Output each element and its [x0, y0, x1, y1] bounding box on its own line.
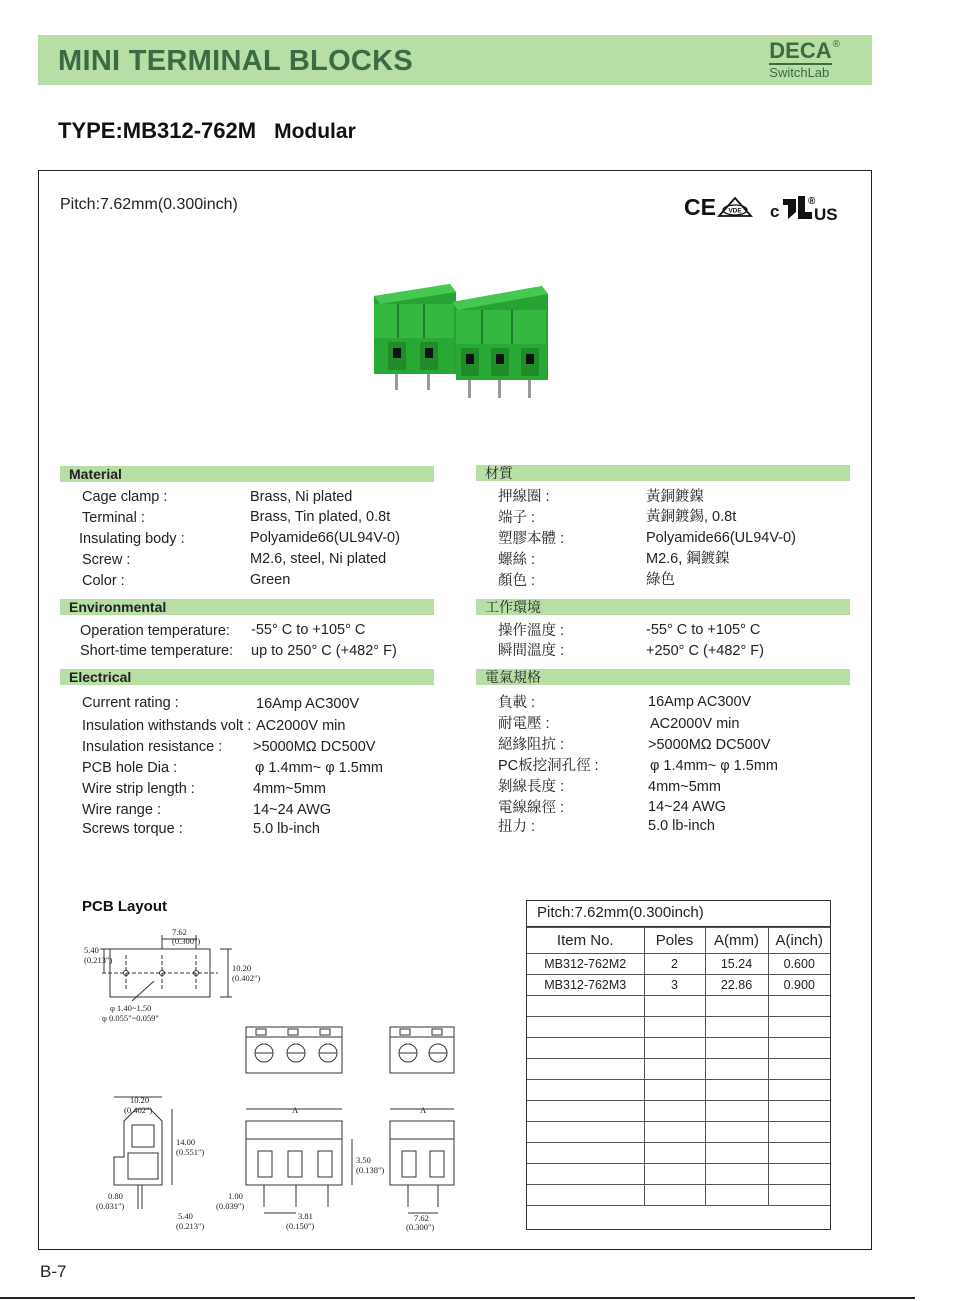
svg-text:VDE: VDE	[728, 207, 742, 215]
cell-poles: 3	[644, 975, 705, 996]
spec-value: up to 250° C (+482° F)	[251, 643, 397, 659]
spec-label-zh: 耐電壓 :	[498, 716, 550, 732]
spec-label: Color :	[82, 573, 125, 589]
ce-mark-icon: CE	[684, 194, 716, 220]
table-row-empty	[527, 1164, 830, 1185]
dim-540b-in: (0.213")	[176, 1221, 205, 1231]
dim-350-in: (0.138")	[356, 1165, 385, 1175]
dim-side-height: 14.00	[176, 1137, 196, 1147]
logo-wordmark: DECA	[769, 38, 832, 63]
section-electrical-zh: 電氣規格	[476, 669, 850, 685]
spec-label-zh: 押線圈 :	[498, 489, 550, 505]
spec-value-zh: 黃銅鍍錫, 0.8t	[646, 509, 737, 525]
cell-item: MB312-762M2	[527, 954, 644, 975]
page-title: MINI TERMINAL BLOCKS	[58, 45, 414, 77]
spec-label: PCB hole Dia :	[82, 760, 178, 776]
dim-a-2pole: A	[420, 1105, 427, 1115]
cell-ainch: 0.900	[768, 975, 830, 996]
spec-label: Terminal :	[82, 510, 145, 526]
cell-poles: 2	[644, 954, 705, 975]
spec-label-zh: 絕緣阻抗 :	[498, 737, 565, 753]
col-header-poles: Poles	[644, 928, 705, 954]
section-electrical: Electrical	[60, 669, 434, 685]
type-code: TYPE:MB312-762M	[58, 118, 257, 143]
spec-label-zh: 瞬間溫度 :	[498, 643, 565, 659]
spec-label: Cage clamp :	[82, 489, 168, 505]
dim-540-in: (0.213")	[84, 955, 113, 965]
col-header-amm: A(mm)	[705, 928, 768, 954]
spec-label-zh: 顏色 :	[498, 573, 536, 589]
spec-label-zh: PC板挖洞孔徑 :	[498, 758, 599, 774]
spec-label-zh: 端子 :	[498, 510, 536, 526]
cell-amm: 15.24	[705, 954, 768, 975]
table-row-empty	[527, 1080, 830, 1101]
spec-value-zh: 16Amp AC300V	[648, 694, 752, 710]
logo-registered: ®	[832, 39, 840, 50]
type-model: Modular	[274, 120, 356, 143]
pcb-layout-title: PCB Layout	[82, 898, 168, 915]
spec-value: M2.6, steel, Ni plated	[250, 551, 387, 567]
spec-label: Wire strip length :	[82, 781, 195, 797]
spec-label: Insulating body :	[79, 531, 185, 547]
spec-value: Green	[250, 572, 291, 588]
table-row	[527, 954, 830, 975]
header-band	[38, 35, 872, 85]
dim-hole: φ 1.40~1.50	[110, 1003, 152, 1013]
dim-side-height-in: (0.551")	[176, 1147, 205, 1157]
svg-text:US: US	[814, 205, 838, 224]
spec-value: 16Amp AC300V	[256, 696, 360, 712]
col-header-item: Item No.	[527, 928, 644, 954]
spec-label-zh: 塑膠本體 :	[498, 531, 565, 547]
spec-value: >5000MΩ DC500V	[253, 739, 376, 755]
spec-value-zh: M2.6, 鋼鍍鎳	[646, 551, 730, 567]
dim-762b-in: (0.300")	[406, 1222, 435, 1232]
logo-subtitle: SwitchLab	[769, 65, 830, 80]
page-number: B-7	[40, 1262, 67, 1281]
spec-value-zh: -55° C to +105° C	[646, 622, 761, 638]
spec-label: Short-time temperature:	[80, 643, 234, 659]
block-2pole	[374, 284, 456, 390]
section-environmental-zh: 工作環境	[476, 599, 850, 615]
col-header-ainch: A(inch)	[768, 928, 830, 954]
spec-label: Operation temperature:	[80, 623, 230, 639]
spec-value: Brass, Ni plated	[250, 489, 353, 505]
dim-1020: 10.20	[232, 963, 252, 973]
terminal-block-photo	[364, 280, 554, 410]
svg-text:c: c	[770, 202, 780, 221]
bottom-rule	[0, 1297, 915, 1299]
pitch-label: Pitch:7.62mm(0.300inch)	[60, 196, 238, 213]
section-material: Material	[60, 466, 434, 482]
dim-pitch: 7.62	[172, 927, 187, 937]
spec-value: 5.0 lb-inch	[253, 821, 320, 837]
dim-100: 1.00	[228, 1191, 243, 1201]
cell-item: MB312-762M3	[527, 975, 644, 996]
table-row-empty	[527, 1017, 830, 1038]
spec-value: 14~24 AWG	[253, 802, 332, 818]
dim-a-3pole: A	[292, 1105, 299, 1115]
dim-1020-in: (0.402")	[232, 973, 261, 983]
spec-value-zh: 綠色	[646, 572, 675, 588]
cell-amm: 22.86	[705, 975, 768, 996]
dim-side-width-in: (0.402")	[124, 1105, 153, 1115]
spec-label-zh: 操作溫度 :	[498, 623, 565, 639]
spec-value-zh: >5000MΩ DC500V	[648, 737, 771, 753]
spec-value-zh: +250° C (+482° F)	[646, 643, 764, 659]
spec-label: Screw :	[82, 552, 131, 568]
spec-value: 4mm~5mm	[253, 781, 326, 797]
spec-value: Brass, Tin plated, 0.8t	[250, 509, 391, 525]
spec-label: Screws torque :	[82, 821, 183, 837]
table-header-row	[527, 928, 830, 954]
svg-text:®: ®	[808, 196, 816, 207]
cell-ainch: 0.600	[768, 954, 830, 975]
spec-label-zh: 螺絲 :	[498, 552, 536, 568]
spec-value: -55° C to +105° C	[251, 622, 366, 638]
spec-label: Current rating :	[82, 695, 179, 711]
dim-100-in: (0.039")	[216, 1201, 245, 1211]
spec-value-zh: 4mm~5mm	[648, 779, 721, 795]
table-row-empty	[527, 1185, 830, 1206]
table-row-empty	[527, 1101, 830, 1122]
dim-381-in: (0.150")	[286, 1221, 315, 1231]
spec-value-zh: 黃銅鍍鎳	[646, 489, 704, 505]
dim-350: 3.50	[356, 1155, 371, 1165]
table-caption: Pitch:7.62mm(0.300inch)	[527, 901, 830, 927]
vde-mark-icon	[719, 198, 751, 216]
dim-381: 3.81	[298, 1211, 313, 1221]
table-row-empty	[527, 1059, 830, 1080]
ul-mark-icon	[770, 196, 838, 224]
spec-value-zh: AC2000V min	[650, 716, 740, 732]
table-row-empty	[527, 996, 830, 1017]
table-row-empty	[527, 1143, 830, 1164]
type-heading	[58, 118, 356, 144]
spec-value-zh: 5.0 lb-inch	[648, 818, 715, 834]
dim-080-in: (0.031")	[96, 1201, 125, 1211]
spec-value: φ 1.4mm~ φ 1.5mm	[255, 760, 383, 776]
table-row-empty	[527, 1122, 830, 1143]
dim-762b: 7.62	[414, 1213, 429, 1223]
certification-marks	[684, 190, 854, 224]
dim-pitch-in: (0.300")	[172, 936, 201, 946]
table-row	[527, 975, 830, 996]
dim-540: 5.40	[84, 945, 99, 955]
spec-value: AC2000V min	[256, 718, 346, 734]
block-3pole	[452, 286, 548, 398]
section-environmental: Environmental	[60, 599, 434, 615]
item-table	[526, 900, 831, 1230]
dim-080: 0.80	[108, 1191, 123, 1201]
table-row-empty	[527, 1038, 830, 1059]
spec-value-zh: 14~24 AWG	[648, 799, 727, 815]
spec-label: Insulation withstands volt :	[82, 718, 252, 734]
spec-value-zh: Polyamide66(UL94V-0)	[646, 530, 796, 546]
dim-side-width: 10.20	[130, 1095, 150, 1105]
spec-value-zh: φ 1.4mm~ φ 1.5mm	[650, 758, 778, 774]
brand-logo	[769, 39, 840, 81]
spec-label-zh: 電線線徑 :	[498, 800, 565, 816]
spec-label: Wire range :	[82, 802, 161, 818]
spec-value: Polyamide66(UL94V-0)	[250, 530, 400, 546]
spec-label-zh: 負載 :	[498, 695, 536, 711]
dim-hole-in: φ 0.055"~0.059"	[102, 1013, 159, 1023]
dim-540b: 5.40	[178, 1211, 193, 1221]
spec-label-zh: 扭力 :	[498, 819, 536, 835]
spec-label: Insulation resistance :	[82, 739, 223, 755]
spec-label-zh: 剝線長度 :	[498, 779, 565, 795]
pcb-layout-drawings	[80, 925, 480, 1235]
section-material-zh: 材質	[476, 465, 850, 481]
